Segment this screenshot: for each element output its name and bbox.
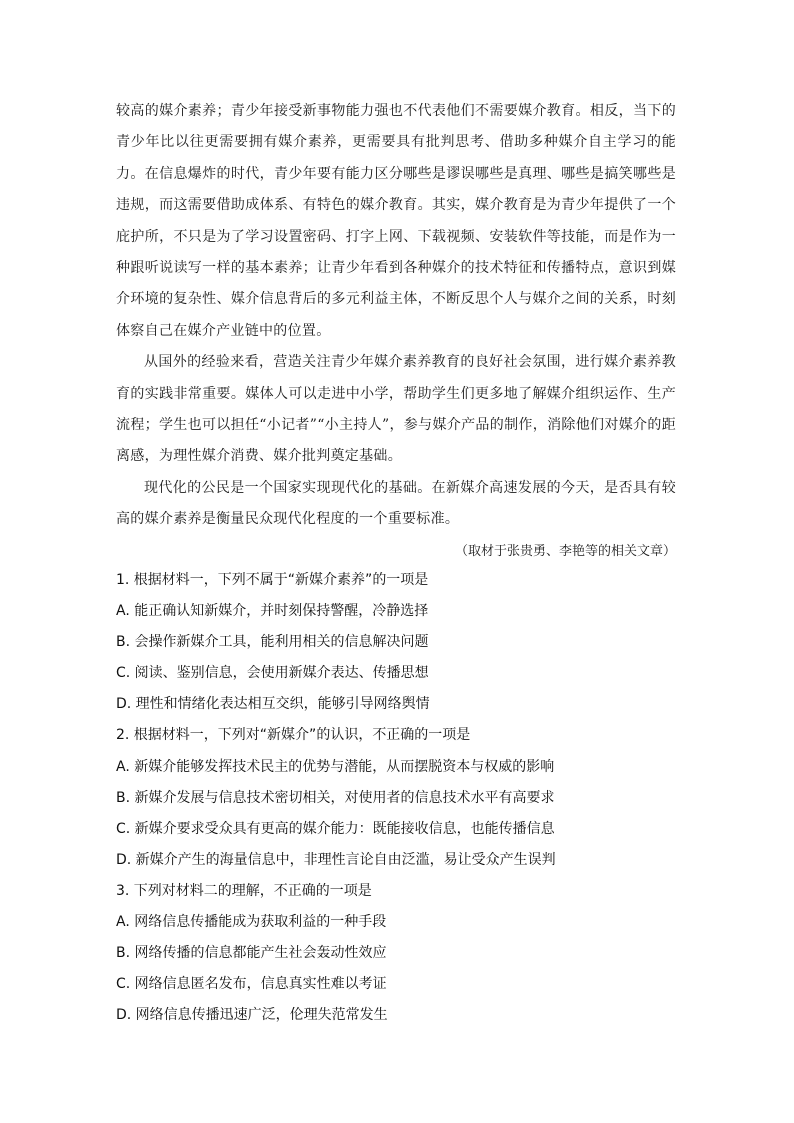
question-list	[116, 565, 696, 1031]
option-a: A. 新媒介能够发挥技术民主的优势与潜能，从而摆脱资本与权威的影响	[116, 758, 555, 775]
question-3	[116, 876, 696, 1031]
passage-source: （取材于张贵勇、李艳等的相关文章）	[454, 543, 676, 559]
question-stem: 3. 下列对材料二的理解，不正确的一项是	[116, 882, 372, 899]
option-b: B. 新媒介发展与信息技术密切相关，对使用者的信息技术水平有高要求	[116, 789, 555, 806]
option-b: B. 会操作新媒介工具，能利用相关的信息解决问题	[116, 634, 429, 651]
question-1	[116, 565, 696, 720]
passage-paragraph-1: 较高的媒介素养；青少年接受新事物能力强也不代表他们不需要媒介教育。相反，当下的青少年比以往更需要拥有媒介素养，更需要具有批判思考、借助多种媒介自主学习的能力。在信息爆炸的时代，青少年要有能力区分哪些是谬误哪些是真理、哪些是搞笑哪些是违规，而这需要借助成体系、有特色的媒介教育。其实，媒介教育是为青少年提供了一个庇护所，不只是为了学习设置密码、打字上网、下载视频、安装软件等技能，而是作为一种跟听说读写一样的基本素养；让青少年看到各种媒介的技术特征和传播特点，意识到媒介环境的复杂性、媒介信息背后的多元利益主体，不断反思个人与媒介之间的关系，时刻体察自己在媒介产业链中的位置。	[116, 103, 676, 339]
passage-paragraph-3: 现代化的公民是一个国家实现现代化的基础。在新媒介高速发展的今天，是否具有较高的媒介素养是衡量民众现代化程度的一个重要标准。	[116, 479, 676, 528]
option-a: A. 网络信息传播能成为获取利益的一种手段	[116, 914, 387, 931]
question-2	[116, 720, 696, 875]
question-stem: 2. 根据材料一，下列对“新媒介”的认识，不正确的一项是	[116, 727, 471, 744]
option-d: D. 理性和情绪化表达相互交织，能够引导网络舆情	[116, 696, 430, 713]
option-d: D. 网络信息传播迅速广泛，伦理失范常发生	[116, 1007, 388, 1024]
option-d: D. 新媒介产生的海量信息中，非理性言论自由泛滥，易让受众产生误判	[116, 851, 556, 868]
option-c: C. 网络信息匿名发布，信息真实性难以考证	[116, 976, 387, 993]
option-c: C. 新媒介要求受众具有更高的媒介能力：既能接收信息，也能传播信息	[116, 820, 555, 837]
reading-passage	[116, 96, 676, 567]
option-b: B. 网络传播的信息都能产生社会轰动性效应	[116, 945, 387, 962]
passage-paragraph-2: 从国外的经验来看，营造关注青少年媒介素养教育的良好社会氛围，进行媒介素养教育的实践非常重要。媒体人可以走进中小学，帮助学生们更多地了解媒介组织运作、生产流程；学生也可以担任“小记者”“小主持人”，参与媒介产品的制作，消除他们对媒介的距离感，为理性媒介消费、媒介批判奠定基础。	[116, 354, 676, 465]
option-c: C. 阅读、鉴别信息，会使用新媒介表达、传播思想	[116, 665, 429, 682]
option-a: A. 能正确认知新媒介，并时刻保持警醒，冷静选择	[116, 603, 429, 620]
question-stem: 1. 根据材料一，下列不属于“新媒介素养”的一项是	[116, 572, 429, 588]
